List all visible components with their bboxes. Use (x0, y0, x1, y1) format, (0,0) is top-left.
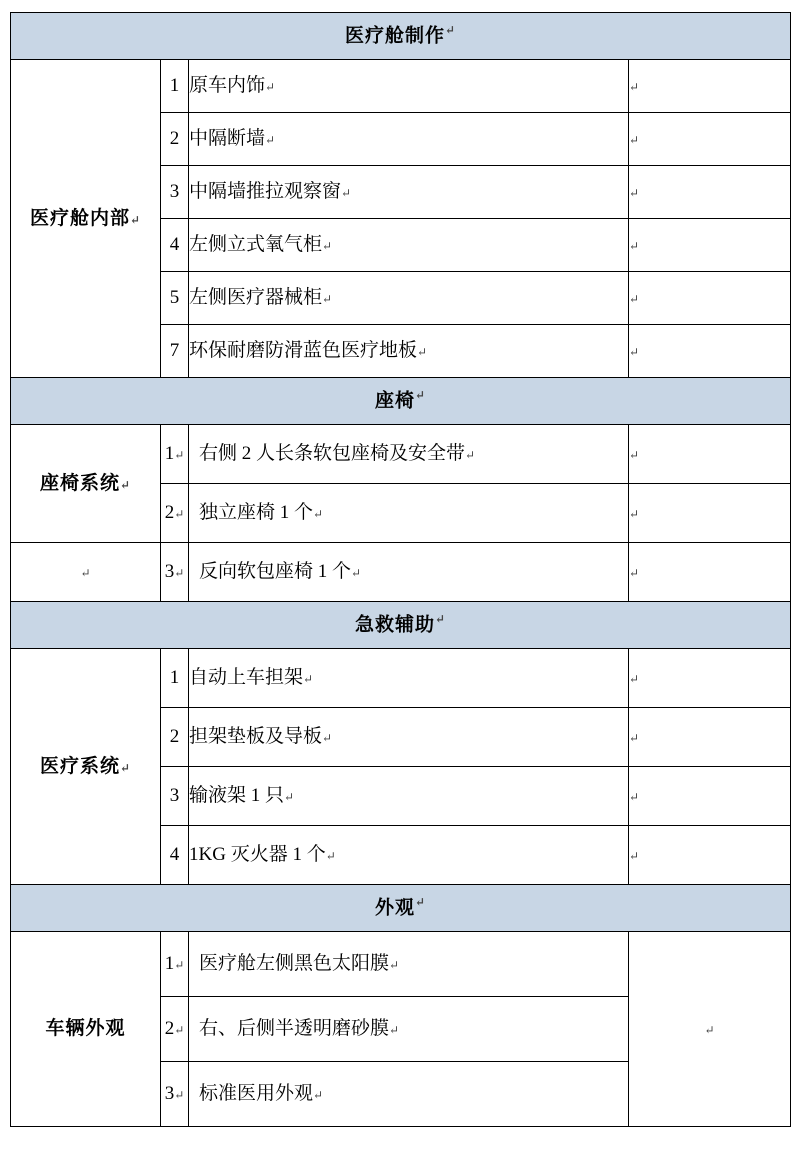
row-number: 3 (161, 767, 189, 826)
row-number: 1 (161, 60, 189, 113)
paragraph-mark-icon: ↵ (129, 212, 142, 227)
paragraph-mark-icon: ↵ (351, 566, 362, 581)
paragraph-mark-icon: ↵ (174, 1023, 185, 1038)
row-item: 左侧医疗器械柜↵ (189, 272, 629, 325)
row-note (629, 826, 791, 885)
section-title-medical-cabin (11, 13, 791, 60)
row-number: 3 (161, 166, 189, 219)
table-row (11, 425, 791, 484)
paragraph-mark-icon: ↵ (629, 80, 640, 95)
row-item: 医疗舱左侧黑色太阳膜↵ (189, 932, 629, 997)
row-number: 2↵ (161, 484, 189, 543)
row-item: 原车内饰↵ (189, 60, 629, 113)
row-number: 3↵ (161, 1062, 189, 1127)
row-item: 独立座椅 1 个↵ (189, 484, 629, 543)
paragraph-mark-icon: ↵ (265, 80, 276, 95)
paragraph-mark-icon: ↵ (629, 133, 640, 148)
paragraph-mark-icon: ↵ (629, 186, 640, 201)
paragraph-mark-icon: ↵ (303, 672, 314, 687)
paragraph-mark-icon: ↵ (629, 672, 640, 687)
section-header-row (11, 13, 791, 60)
paragraph-mark-icon: ↵ (389, 958, 400, 973)
paragraph-mark-icon: ↵ (119, 760, 132, 775)
paragraph-mark-icon: ↵ (174, 1088, 185, 1103)
row-number: 7 (161, 325, 189, 378)
row-note (629, 767, 791, 826)
row-note (629, 932, 791, 1127)
paragraph-mark-icon: ↵ (322, 731, 333, 746)
row-number: 2 (161, 708, 189, 767)
paragraph-mark-icon: ↵ (284, 790, 295, 805)
paragraph-mark-icon: ↵ (444, 23, 457, 38)
paragraph-mark-icon: ↵ (414, 895, 427, 910)
row-number: 1 (161, 649, 189, 708)
row-note (629, 425, 791, 484)
paragraph-mark-icon: ↵ (629, 292, 640, 307)
paragraph-mark-icon: ↵ (629, 790, 640, 805)
paragraph-mark-icon: ↵ (265, 133, 276, 148)
paragraph-mark-icon: ↵ (465, 448, 476, 463)
row-item: 左侧立式氧气柜↵ (189, 219, 629, 272)
row-number: 1↵ (161, 425, 189, 484)
paragraph-mark-icon: ↵ (80, 566, 91, 581)
paragraph-mark-icon: ↵ (629, 239, 640, 254)
specification-table (10, 12, 791, 1127)
row-note (629, 219, 791, 272)
paragraph-mark-icon: ↵ (417, 345, 428, 360)
group-label-seat-system: 座椅系统↵ (11, 425, 161, 543)
row-note (629, 272, 791, 325)
row-item: 环保耐磨防滑蓝色医疗地板↵ (189, 325, 629, 378)
group-label-empty (11, 543, 161, 602)
paragraph-mark-icon: ↵ (313, 507, 324, 522)
row-number: 2 (161, 113, 189, 166)
table-row (11, 932, 791, 997)
row-note (629, 113, 791, 166)
paragraph-mark-icon: ↵ (341, 186, 352, 201)
section-header-row (11, 885, 791, 932)
row-item: 反向软包座椅 1 个↵ (189, 543, 629, 602)
section-title-text: 急救辅助 (354, 614, 435, 636)
section-title-first-aid (11, 602, 791, 649)
row-item: 右、后侧半透明磨砂膜↵ (189, 997, 629, 1062)
paragraph-mark-icon: ↵ (414, 388, 427, 403)
paragraph-mark-icon: ↵ (322, 239, 333, 254)
paragraph-mark-icon: ↵ (629, 849, 640, 864)
section-title-seats (11, 378, 791, 425)
paragraph-mark-icon: ↵ (704, 1023, 715, 1038)
row-note (629, 60, 791, 113)
row-item: 标准医用外观↵ (189, 1062, 629, 1127)
paragraph-mark-icon: ↵ (629, 507, 640, 522)
paragraph-mark-icon: ↵ (174, 566, 185, 581)
row-item: 自动上车担架↵ (189, 649, 629, 708)
row-note (629, 166, 791, 219)
row-note (629, 484, 791, 543)
paragraph-mark-icon: ↵ (119, 477, 132, 492)
row-note (629, 708, 791, 767)
paragraph-mark-icon: ↵ (174, 958, 185, 973)
row-number: 3↵ (161, 543, 189, 602)
paragraph-mark-icon: ↵ (629, 731, 640, 746)
paragraph-mark-icon: ↵ (389, 1023, 400, 1038)
group-label-vehicle-appearance: 车辆外观 (11, 932, 161, 1127)
row-number: 1↵ (161, 932, 189, 997)
row-number: 4 (161, 826, 189, 885)
group-label-interior: 医疗舱内部↵ (11, 60, 161, 378)
paragraph-mark-icon: ↵ (434, 612, 447, 627)
row-item: 1KG 灭火器 1 个↵ (189, 826, 629, 885)
row-item: 中隔断墙↵ (189, 113, 629, 166)
row-item: 输液架 1 只↵ (189, 767, 629, 826)
row-number: 4 (161, 219, 189, 272)
row-item: 右侧 2 人长条软包座椅及安全带↵ (189, 425, 629, 484)
paragraph-mark-icon: ↵ (174, 507, 185, 522)
paragraph-mark-icon: ↵ (174, 448, 185, 463)
row-note (629, 543, 791, 602)
row-item: 担架垫板及导板↵ (189, 708, 629, 767)
section-title-text: 医疗舱制作 (344, 25, 445, 47)
paragraph-mark-icon: ↵ (629, 345, 640, 360)
row-number: 2↵ (161, 997, 189, 1062)
row-item: 中隔墙推拉观察窗↵ (189, 166, 629, 219)
section-title-appearance (11, 885, 791, 932)
row-note (629, 325, 791, 378)
section-header-row (11, 602, 791, 649)
row-number: 5 (161, 272, 189, 325)
table-row (11, 60, 791, 113)
section-title-text: 外观 (374, 897, 415, 919)
section-title-text: 座椅 (374, 390, 415, 412)
paragraph-mark-icon: ↵ (629, 448, 640, 463)
paragraph-mark-icon: ↵ (325, 849, 336, 864)
paragraph-mark-icon: ↵ (322, 292, 333, 307)
row-note (629, 649, 791, 708)
paragraph-mark-icon: ↵ (629, 566, 640, 581)
table-row (11, 543, 791, 602)
group-label-medical-system: 医疗系统↵ (11, 649, 161, 885)
paragraph-mark-icon: ↵ (313, 1088, 324, 1103)
table-row (11, 649, 791, 708)
section-header-row (11, 378, 791, 425)
